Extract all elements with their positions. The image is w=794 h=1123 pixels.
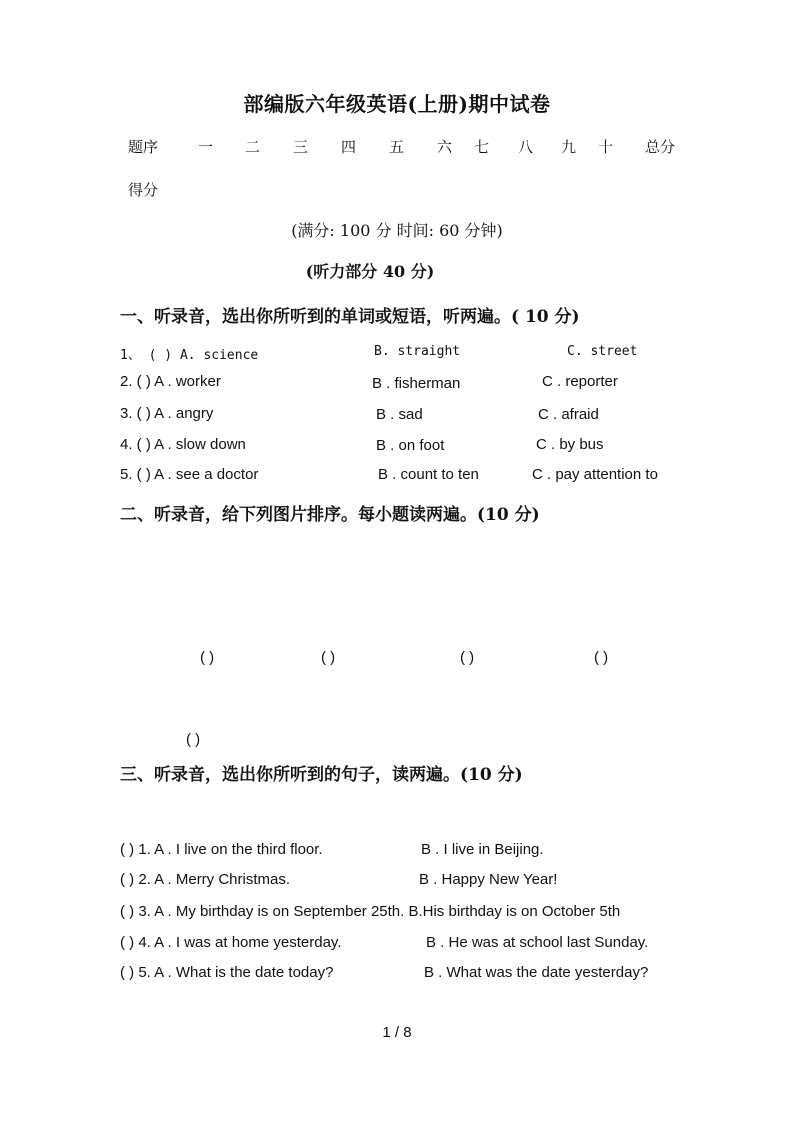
exam-title: 部编版六年级英语(上册)期中试卷	[243, 92, 551, 116]
listening-part-label: (听力部分 40 分)	[305, 262, 435, 281]
score-col-10: 十	[598, 138, 614, 156]
s3-q1-option-b: B . I live in Beijing.	[421, 841, 544, 858]
section1-heading: 一、听录音，选出你所听到的单词或短语，听两遍。( 10 分)	[120, 307, 580, 327]
section3-heading: 三、听录音，选出你所听到的句子，读两遍。(10 分)	[120, 765, 523, 785]
score-col-total: 总分	[645, 138, 676, 156]
s3-q1-stem: ( ) 1. A . I live on the third floor.	[120, 841, 323, 858]
section2-heading: 二、听录音，给下列图片排序。每小题读两遍。(10 分)	[120, 505, 540, 525]
page-number: 1 / 8	[382, 1024, 412, 1041]
s1-q1-stem: 1、 ( ) A. science	[120, 348, 259, 363]
score-col-3: 三	[293, 138, 309, 156]
score-row-label: 得分	[128, 181, 159, 199]
score-table-header-label: 题序	[128, 138, 159, 156]
score-col-9: 九	[561, 138, 577, 156]
s2-answer-blank-5[interactable]: ( )	[186, 731, 201, 748]
s1-q2-option-b: B . fisherman	[372, 375, 461, 392]
s3-q2-option-b: B . Happy New Year!	[419, 871, 558, 888]
s2-answer-blank-1[interactable]: ( )	[200, 649, 215, 666]
s1-q5-option-c: C . pay attention to	[532, 466, 658, 483]
s1-q3-option-c: C . afraid	[538, 406, 599, 423]
s1-q4-option-c: C . by bus	[536, 436, 604, 453]
s3-q2-stem: ( ) 2. A . Merry Christmas.	[120, 871, 291, 888]
score-col-5: 五	[389, 138, 405, 156]
s1-q2-stem: 2. ( ) A . worker	[120, 373, 221, 390]
s3-q4-option-b: B . He was at school last Sunday.	[426, 934, 649, 951]
s1-q3-stem: 3. ( ) A . angry	[120, 405, 214, 422]
s2-answer-blank-3[interactable]: ( )	[460, 649, 475, 666]
s1-q4-option-b: B . on foot	[376, 437, 445, 454]
s1-q4-stem: 4. ( ) A . slow down	[120, 436, 246, 453]
s1-q1-option-b: B. straight	[374, 344, 461, 359]
exam-meta: (满分: 100 分 时间: 60 分钟)	[291, 221, 503, 240]
score-col-7: 七	[474, 138, 490, 156]
score-col-1: 一	[198, 138, 214, 156]
s2-answer-blank-2[interactable]: ( )	[321, 649, 336, 666]
s1-q1-option-c: C. street	[567, 344, 638, 359]
score-col-8: 八	[518, 138, 534, 156]
s1-q2-option-c: C . reporter	[542, 373, 618, 390]
s3-q5-option-b: B . What was the date yesterday?	[424, 964, 649, 981]
s2-answer-blank-4[interactable]: ( )	[594, 649, 609, 666]
s3-q3-stem: ( ) 3. A . My birthday is on September 25th. B.His birthday is on October 5th	[120, 903, 621, 920]
score-col-4: 四	[341, 138, 357, 156]
s1-q3-option-b: B . sad	[376, 406, 423, 423]
score-col-2: 二	[245, 138, 261, 156]
score-col-6: 六	[437, 138, 453, 156]
s3-q5-stem: ( ) 5. A . What is the date today?	[120, 964, 334, 981]
s1-q5-stem: 5. ( ) A . see a doctor	[120, 466, 259, 483]
s3-q4-stem: ( ) 4. A . I was at home yesterday.	[120, 934, 342, 951]
s1-q5-option-b: B . count to ten	[378, 466, 479, 483]
